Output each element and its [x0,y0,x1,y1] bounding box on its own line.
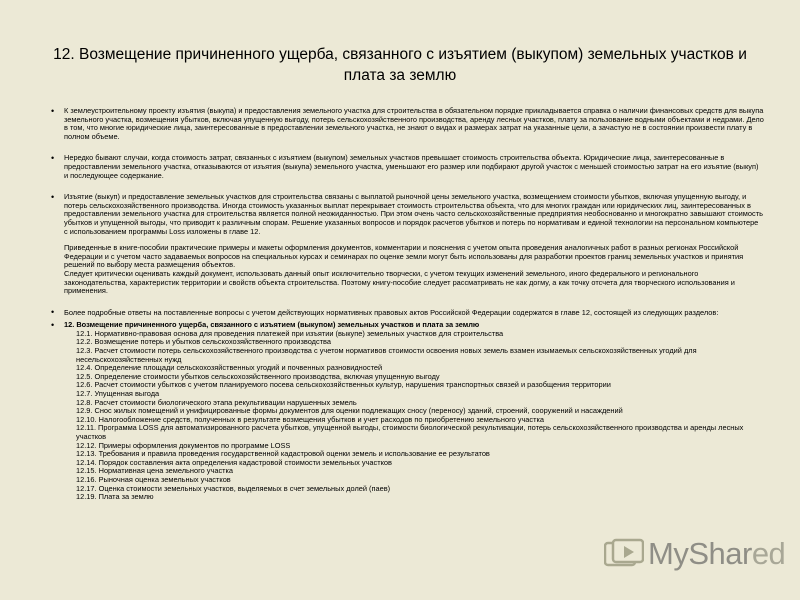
toc-item: 12.16. Рыночная оценка земельных участков [76,474,231,484]
toc-item: 12.15. Нормативная цена земельного участка [76,466,234,476]
toc-heading: • 12. Возмещение причиненного ущерба, связанного с изъятием (выкупом) земельных участков и плата за землю [64,320,480,330]
toc-item: 12.12. Примеры оформления документов по программе LOSS [76,440,291,450]
bullet-paragraph-3 [64,193,764,296]
logo-text-main: MyShar [648,536,752,571]
toc-item: 12.19. Плата за землю [76,492,154,502]
toc-item: 12.7. Упущенная выгода [76,389,160,399]
myshared-logo [604,536,785,572]
toc-item: 12.11. Программа LOSS для автоматизированного расчета убытков, упущенной выгоды, стоимости биологической рекультивации, потерь сельскохозяйственного производства и аренды лесных участков [76,423,744,441]
bullet-paragraph-2: • Нередко бывают случаи, когда стоимость затрат, связанных с изъятием (выкупом) земельных участков превышает стоимость строительства объекта. Юридические лица, заинтересованные в предоставлении земельного участка, отказываются от изъятия (выкупа) земельного участка, уменьшают его размер или подбирают другой участок с меньшей стоимостью затрат на его изъятие (выкуп) и последующее содержание. [64,154,764,180]
toc-item: 12.14. Порядок составления акта определения кадастровой стоимости земельных участков [76,457,392,467]
toc-item: 12.8. Расчет стоимости биологического этапа рекультивации нарушенных земель [76,397,357,407]
toc-item: 12.9. Снос жилых помещений и унифицированные формы документов для оценки подлежащих сносу (переносу) зданий, строений, сооружений и насаждений [76,406,623,416]
toc-item: 12.4. Определение площади сельскохозяйственных угодий и почвенных разновидностей [76,363,383,373]
toc-item: 12.3. Расчет стоимости потерь сельскохозяйственного производства с учетом нормативов стоимости освоения новых земель взамен изымаемых сельскохозяйственных угодий для несельскохозяйственных нужд [76,346,697,364]
toc-item: 12.2. Возмещение потерь и убытков сельскохозяйственного производства [76,337,331,347]
toc-item: 12.13. Требования и правила проведения государственной кадастровой оценки земель и использование ее результатов [76,449,490,459]
slide-title: 12. Возмещение причиненного ущерба, связанного с изъятием (выкупом) земельных участков и плата за землю [53,46,747,84]
myshared-logo-text [648,536,785,572]
toc-item: 12.6. Расчет стоимости убытков с учетом планируемого посева сельскохозяйственных культур, нарушения транспортных связей и разобщения территории [76,380,611,390]
bullet-paragraph-4: • Более подробные ответы на поставленные вопросы с учетом действующих нормативных правовых актов Российской Федерации содержатся в главе 12, состоящей из следующих разделов: [64,309,764,318]
toc-item: 12.1. Нормативно-правовая основа для проведения платежей при изъятии (выкупе) земельных участков для строительства [76,328,504,338]
bullet-3-para-1: • Изъятие (выкуп) и предоставление земельных участков для строительства связаны с выплатой рыночной цены земельного участка, возмещением стоимости убытков, включая упущенную выгоду, и потерь сельскохозяйственного производства. Иногда стоимость указанных выплат перекрывает стоимость строительства объекта, что для многих граждан или юридических лиц, заинтересованных в предоставлении земельного участка для строительства является полной неожиданностью. При этом очень часто сельскохозяйственные предприятия необоснованно и многократно завышают стоимость убытков и упущенной выгоды, что приводит к различным спорам. Решение указанных вопросов и порядок расчетов убытков и потерь по нормативам и единой технологии на персональном компьютере с использованием программы Loss изложены в главе 12. [64,192,763,236]
toc-item: 12.17. Оценка стоимости земельных участков, выделяемых в счет земельных долей (паев) [76,483,391,493]
bullet-paragraph-1: • К землеустроительному проекту изъятия (выкупа) и предоставления земельного участка для строительства в обязательном порядке прикладывается справка о наличии финансовых средств для выкупа земельного участка, возмещения убытков, включая упущенную выгоду, потерь сельскохозяйственного производства, аренду лесных участков, плату за пользование водными объектами и недрами. Дело в том, что многие юридические лица, заинтересованные в предоставлении земельного участка, не знают о видах и размерах затрат на указанные цели, а зачастую не в состоянии произвести плату в полном объеме. [64,107,764,141]
toc-item: 12.10. Налогообложение средств, полученных в результате возмещения убытков и учет расходов по приобретению земельного участка [76,414,545,424]
toc-item: 12.5. Определение стоимости убытков сельскохозяйственного производства, включая упущенную выгоду [76,371,440,381]
myshared-logo-icon [604,537,644,571]
bullet-3-para-2: Приведенные в книге-пособии практические примеры и макеты оформления документов, комментарии и пояснения с учетом опыта проведения аналогичных работ в разных регионах Российской Федерации и с учетом часто задаваемых вопросов на специальных курсах и семинарах по оценке земли могут быть использованы для разработки проектов границ земельных участков и принятия решений по выбору места размещения объектов. [64,243,744,270]
slide-content [64,107,764,515]
toc-list [64,321,764,501]
logo-text-accent: ed [751,536,786,571]
bullet-3-para-3: Следует критически оценивать каждый документ, использовать данный опыт исключительно творчески, с учетом текущих изменений земельного, иного федерального и регионального законодательства, характеристик территории и свойств объекта строительства. Поэтому книгу-пособие следует рассматривать не как догму, а как точку отсчета для творческого использования и применения. [64,268,735,296]
